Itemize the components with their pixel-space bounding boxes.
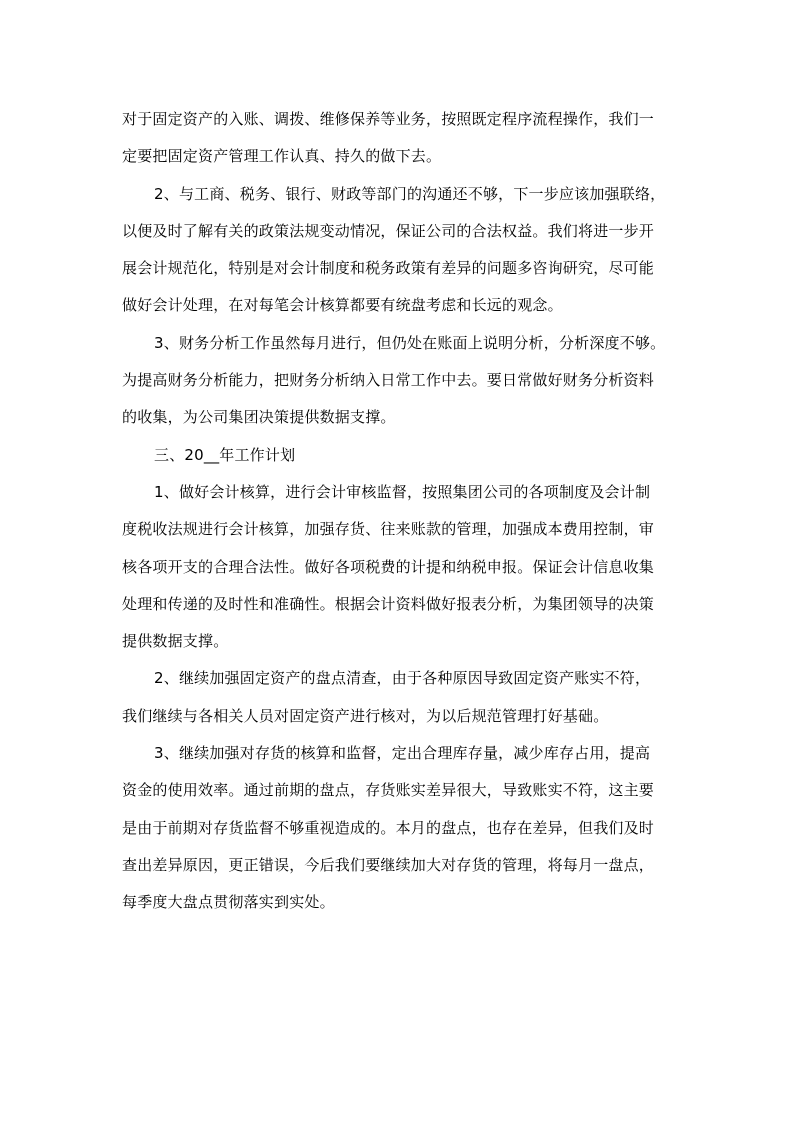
text-line: 做好会计处理，在对每笔会计核算都要有统盘考虑和长远的观念。 — [122, 296, 563, 315]
text-line: 每季度大盘点贯彻落实到实处。 — [122, 893, 335, 912]
text-line: 提供数据支撑。 — [122, 632, 229, 651]
text-line: 以便及时了解有关的政策法规变动情况，保证公司的合法权益。我们将进一步开 — [122, 221, 655, 240]
text-line: 查出差异原因，更正错误，今后我们要继续加大对存货的管理，将每月一盘点， — [122, 855, 655, 874]
text-line: 资金的使用效率。通过前期的盘点，存货账实差异很大，导致账实不符，这主要 — [122, 781, 655, 800]
text-line: 展会计规范化，特别是对会计制度和税务政策有差异的问题多咨询研究，尽可能 — [122, 259, 655, 278]
text-line: 定要把固定资产管理工作认真、持久的做下去。 — [122, 147, 442, 166]
section-heading: 三、20__年工作计划 — [154, 445, 296, 464]
text-line: 是由于前期对存货监督不够重视造成的。本月的盘点，也存在差异，但我们及时 — [122, 818, 655, 837]
text-line: 3、继续加强对存货的核算和监督，定出合理库存量，减少库存占用，提高 — [154, 744, 651, 763]
text-line: 度税收法规进行会计核算，加强存货、往来账款的管理，加强成本费用控制，审 — [122, 520, 655, 539]
text-line: 对于固定资产的入账、调拨、维修保养等业务，按照既定程序流程操作，我们一 — [122, 110, 655, 128]
text-line: 1、做好会计核算，进行会计审核监督，按照集团公司的各项制度及会计制 — [154, 482, 651, 501]
text-line: 3、财务分析工作虽然每月进行，但仍处在账面上说明分析，分析深度不够。 — [154, 333, 666, 352]
text-line: 核各项开支的合理合法性。做好各项税费的计提和纳税申报。保证会计信息收集 — [122, 557, 655, 576]
text-line: 2、继续加强固定资产的盘点清查，由于各种原因导致固定资产账实不符， — [154, 669, 651, 688]
text-line: 处理和传递的及时性和准确性。根据会计资料做好报表分析，为集团领导的决策 — [122, 594, 655, 613]
text-line: 为提高财务分析能力，把财务分析纳入日常工作中去。要日常做好财务分析资料 — [122, 371, 655, 390]
text-line: 我们继续与各相关人员对固定资产进行核对，为以后规范管理打好基础。 — [122, 706, 609, 725]
text-line: 的收集，为公司集团决策提供数据支撑。 — [122, 408, 396, 427]
text-line: 2、与工商、税务、银行、财政等部门的沟通还不够，下一步应该加强联络， — [154, 184, 666, 203]
body-text — [122, 101, 678, 922]
